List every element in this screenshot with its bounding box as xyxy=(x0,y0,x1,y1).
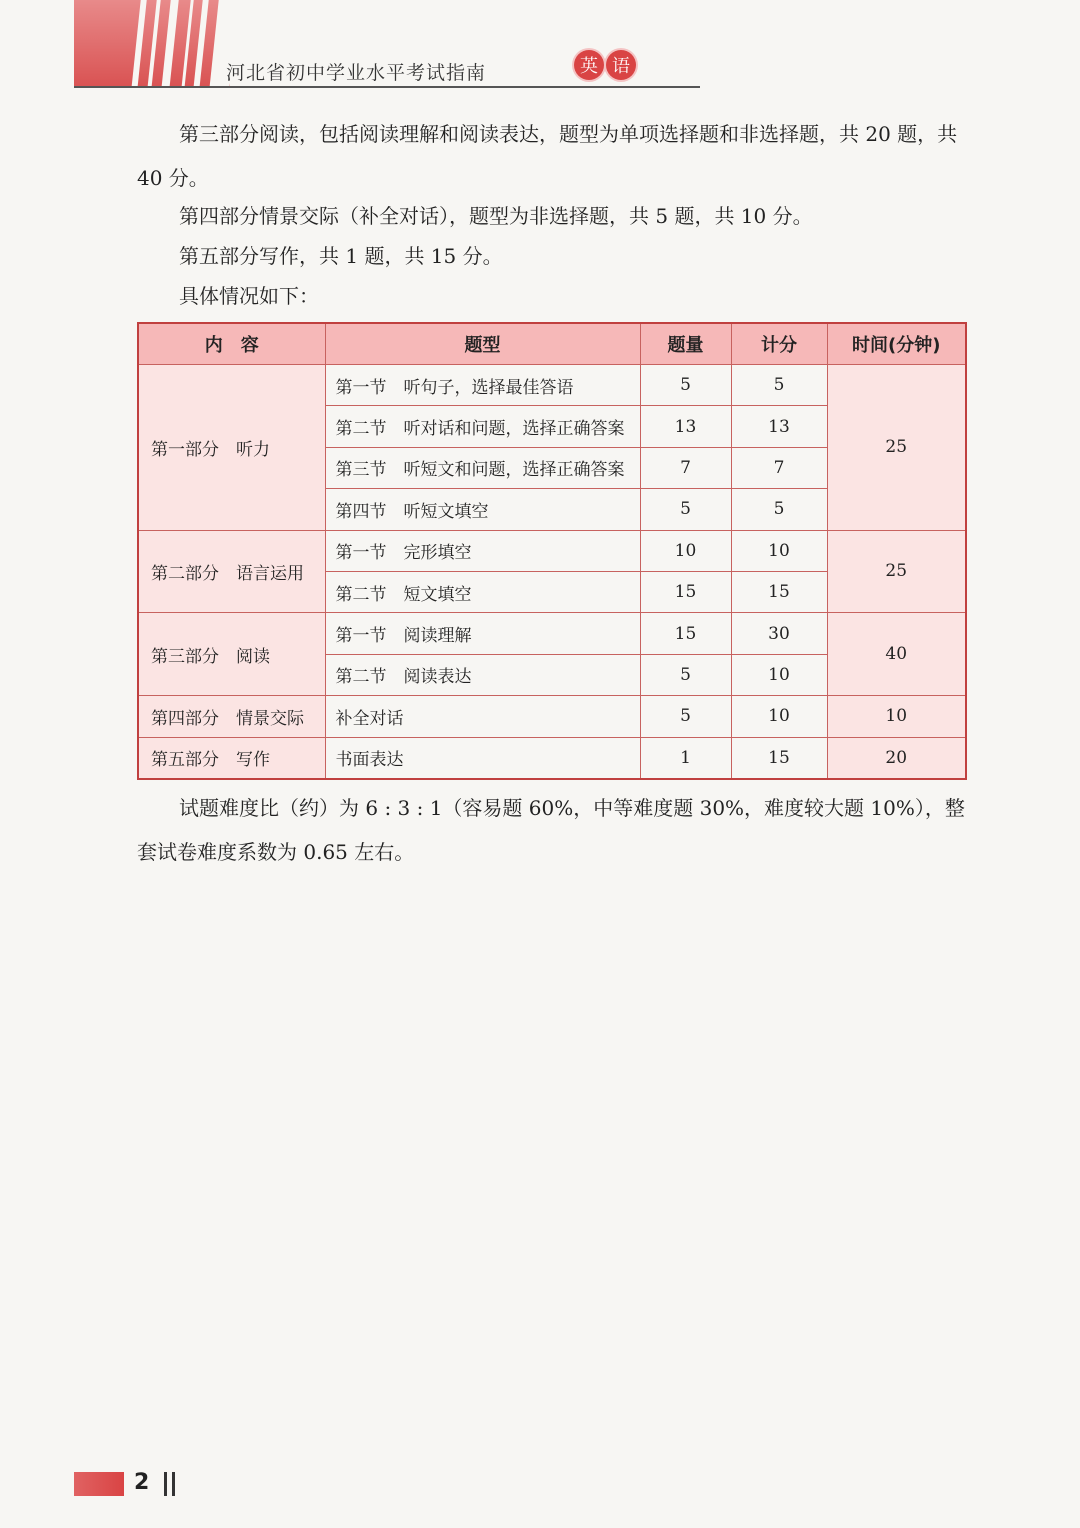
header-divider xyxy=(74,86,700,88)
section-score: 7 xyxy=(731,447,827,488)
section-score: 15 xyxy=(731,737,827,779)
section-type: 第三节 听短文和问题，选择正确答案 xyxy=(325,447,640,488)
section-count: 10 xyxy=(640,530,731,571)
subject-badge-group xyxy=(574,50,636,80)
paragraph-difficulty: 试题难度比（约）为 6 : 3 : 1（容易题 60%，中等难度题 30%，难度较大题 10%），整套试卷难度系数为 0.65 左右。 xyxy=(137,796,965,864)
footer-tick-mark xyxy=(172,1472,175,1496)
section-score: 13 xyxy=(731,406,827,447)
part-name: 第一部分 听力 xyxy=(138,365,325,531)
section-count: 5 xyxy=(640,489,731,530)
part-name: 第四部分 情景交际 xyxy=(138,696,325,737)
paragraph-communication: 第四部分情景交际（补全对话），题型为非选择题，共 5 题，共 10 分。 xyxy=(179,204,813,228)
subject-badge-char: 语 xyxy=(606,50,636,80)
section-type: 第一节 完形填空 xyxy=(325,530,640,571)
footer-color-bar xyxy=(74,1472,124,1496)
section-type: 第一节 阅读理解 xyxy=(325,613,640,654)
subject-badge-char: 英 xyxy=(574,50,604,80)
header-type: 题型 xyxy=(325,323,640,365)
section-score: 10 xyxy=(731,654,827,695)
header-corner-decoration xyxy=(74,0,230,88)
table-row xyxy=(138,365,966,406)
header-score: 计分 xyxy=(731,323,827,365)
footer-tick-mark xyxy=(164,1472,167,1496)
part-time: 20 xyxy=(827,737,966,779)
table-row xyxy=(138,613,966,654)
section-score: 10 xyxy=(731,530,827,571)
header-content: 内 容 xyxy=(138,323,325,365)
part-time: 10 xyxy=(827,696,966,737)
paragraph-reading: 第三部分阅读，包括阅读理解和阅读表达，题型为单项选择题和非选择题，共 20 题，共 40 分。 xyxy=(137,122,958,190)
section-type: 第二节 听对话和问题，选择正确答案 xyxy=(325,406,640,447)
table-row xyxy=(138,530,966,571)
section-type: 书面表达 xyxy=(325,737,640,779)
part-name: 第五部分 写作 xyxy=(138,737,325,779)
section-count: 5 xyxy=(640,654,731,695)
exam-structure-table xyxy=(137,322,967,780)
table-header-row xyxy=(138,323,966,365)
section-score: 15 xyxy=(731,571,827,612)
part-time: 25 xyxy=(827,365,966,531)
page-number: 2 xyxy=(134,1470,150,1495)
section-count: 5 xyxy=(640,365,731,406)
paragraph-intro: 具体情况如下： xyxy=(179,284,319,308)
table-row xyxy=(138,696,966,737)
section-score: 30 xyxy=(731,613,827,654)
section-count: 5 xyxy=(640,696,731,737)
part-name: 第三部分 阅读 xyxy=(138,613,325,696)
table-row xyxy=(138,737,966,779)
section-type: 第二节 阅读表达 xyxy=(325,654,640,695)
section-type: 第四节 听短文填空 xyxy=(325,489,640,530)
part-time: 25 xyxy=(827,530,966,613)
paragraph-writing: 第五部分写作，共 1 题，共 15 分。 xyxy=(179,244,503,268)
section-score: 5 xyxy=(731,365,827,406)
section-score: 10 xyxy=(731,696,827,737)
section-count: 15 xyxy=(640,571,731,612)
section-score: 5 xyxy=(731,489,827,530)
section-type: 第一节 听句子，选择最佳答语 xyxy=(325,365,640,406)
part-name: 第二部分 语言运用 xyxy=(138,530,325,613)
section-type: 第二节 短文填空 xyxy=(325,571,640,612)
section-count: 15 xyxy=(640,613,731,654)
book-title: 河北省初中学业水平考试指南 xyxy=(226,62,487,84)
header-time: 时间(分钟) xyxy=(827,323,966,365)
section-count: 13 xyxy=(640,406,731,447)
section-type: 补全对话 xyxy=(325,696,640,737)
section-count: 1 xyxy=(640,737,731,779)
header-count: 题量 xyxy=(640,323,731,365)
section-count: 7 xyxy=(640,447,731,488)
part-time: 40 xyxy=(827,613,966,696)
